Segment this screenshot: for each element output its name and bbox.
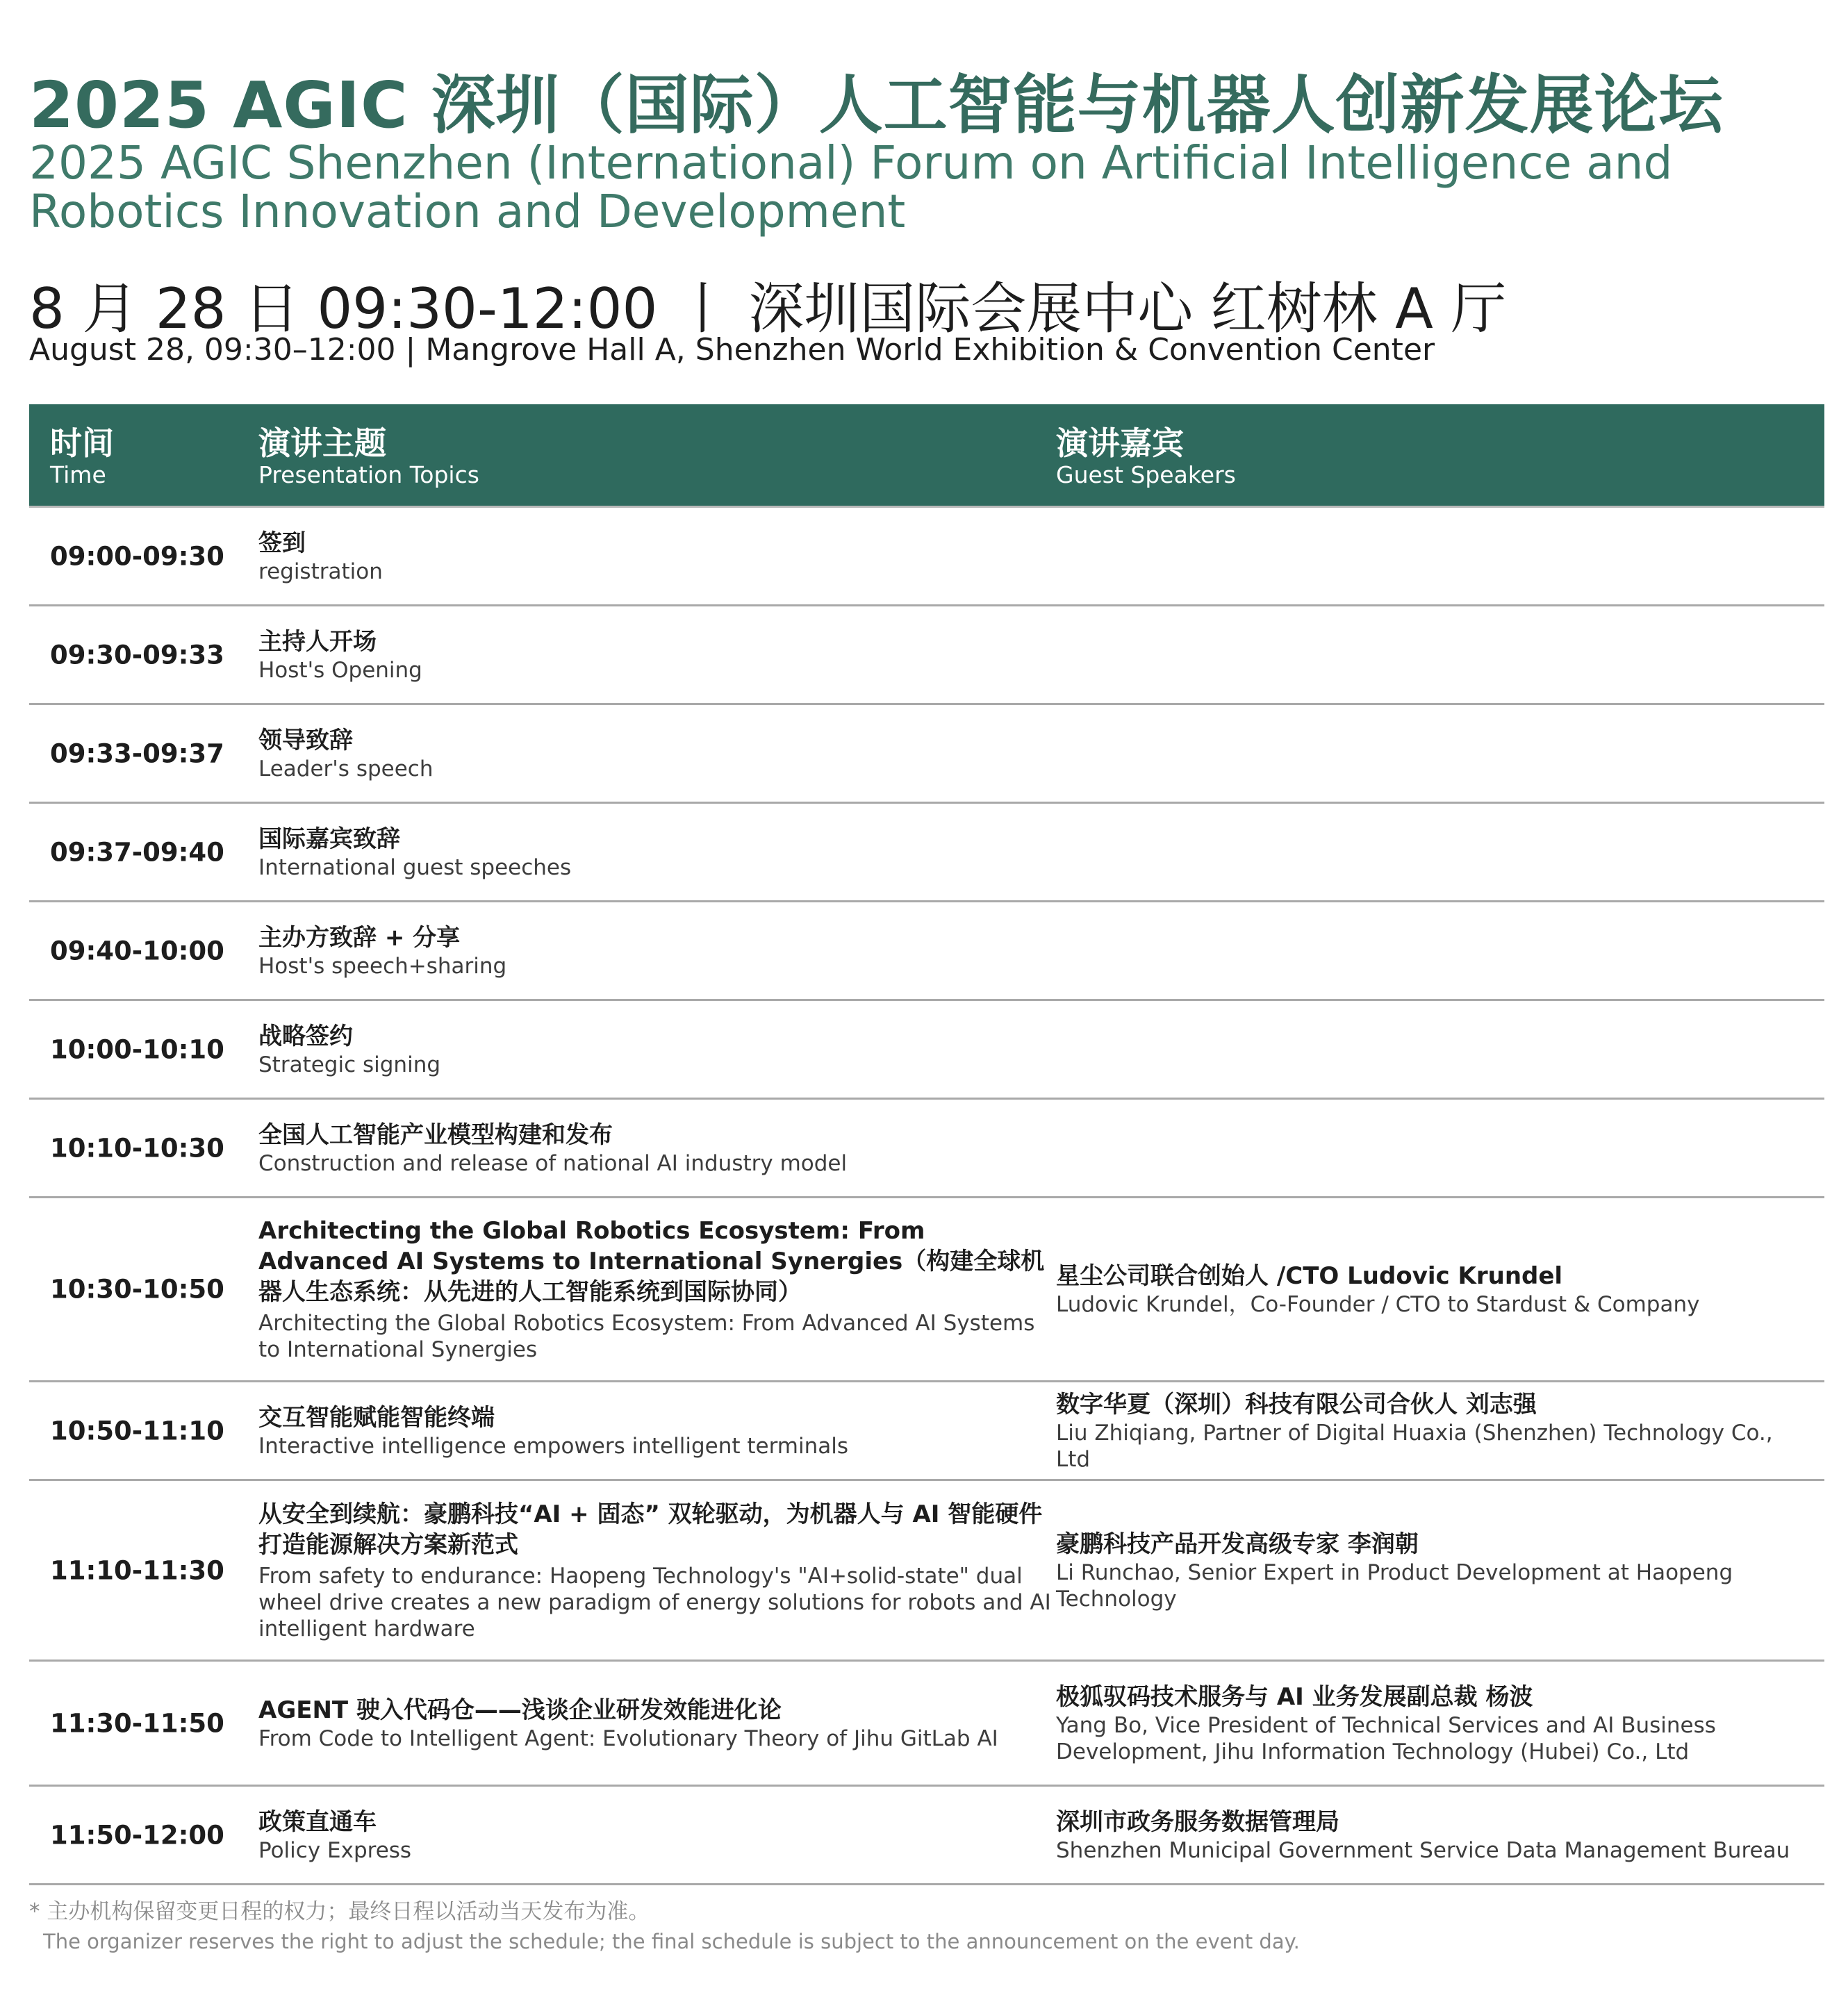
- table-row: [29, 1662, 1824, 1787]
- footnote-cn: * 主办机构保留变更日程的权力；最终日程以活动当天发布为准。: [29, 1899, 650, 1924]
- row-time: 11:50-12:00: [50, 1820, 224, 1850]
- header-speaker: [1056, 425, 1806, 489]
- topic-en: From Code to Intelligent Agent: Evolutionary Theory of Jihu GitLab AI: [258, 1726, 998, 1751]
- row-topic: [258, 725, 1057, 782]
- page-title-en: 2025 AGIC Shenzhen (International) Forum on Artificial Intelligence and Robotics Innovation and Development: [29, 136, 1673, 238]
- header-speaker-cn: 演讲嘉宾: [1056, 424, 1184, 462]
- table-row: [29, 606, 1824, 705]
- row-time: 09:40-10:00: [50, 936, 224, 966]
- header-topic-cn: 演讲主题: [258, 424, 386, 462]
- speaker-en: Yang Bo, Vice President of Technical Services and AI Business Development, Jihu Information Technology (Hubei) Co., Ltd: [1056, 1712, 1716, 1764]
- speaker-en: Liu Zhiqiang, Partner of Digital Huaxia (Shenzhen) Technology Co., Ltd: [1056, 1420, 1773, 1472]
- row-topic: [258, 1216, 1057, 1363]
- row-time: 10:10-10:30: [50, 1133, 224, 1163]
- topic-cn: 领导致辞: [258, 726, 353, 754]
- row-time: 10:00-10:10: [50, 1034, 224, 1064]
- row-topic: [258, 1120, 1057, 1177]
- topic-en: Host's Opening: [258, 657, 422, 683]
- topic-en: International guest speeches: [258, 854, 572, 880]
- table-row: [29, 902, 1824, 1001]
- table-row: [29, 705, 1824, 804]
- header-topic: [258, 425, 1050, 489]
- row-speaker: [1056, 1389, 1813, 1473]
- topic-cn: 战略签约: [258, 1022, 353, 1050]
- speaker-cn: 极狐驭码技术服务与 AI 业务发展副总裁 杨波: [1056, 1682, 1533, 1711]
- topic-cn: Architecting the Global Robotics Ecosystem: From Advanced AI Systems to International Synergies（构建全球机器人生态系统：从先进的人工智能系统到国际协同）: [258, 1217, 1045, 1306]
- topic-en: Leader's speech: [258, 756, 434, 781]
- topic-en: Construction and release of national AI industry model: [258, 1150, 848, 1176]
- speaker-cn: 深圳市政务服务数据管理局: [1056, 1807, 1339, 1836]
- row-time: 10:30-10:50: [50, 1274, 224, 1305]
- topic-cn: 全国人工智能产业模型构建和发布: [258, 1120, 613, 1149]
- row-time: 09:30-09:33: [50, 640, 224, 670]
- topic-cn: 交互智能赋能智能终端: [258, 1403, 495, 1432]
- row-time: 09:00-09:30: [50, 541, 224, 571]
- topic-cn: 主办方致辞 + 分享: [258, 923, 461, 952]
- header-time-en: Time: [50, 461, 106, 488]
- speaker-cn: 星尘公司联合创始人 /CTO Ludovic Krundel: [1056, 1262, 1563, 1290]
- topic-cn: 国际嘉宾致辞: [258, 825, 400, 853]
- header-speaker-en: Guest Speakers: [1056, 461, 1236, 488]
- topic-en: Host's speech+sharing: [258, 953, 507, 979]
- row-topic: [258, 922, 1057, 979]
- table-header: [29, 404, 1824, 508]
- row-time: 09:33-09:37: [50, 738, 224, 768]
- header-topic-en: Presentation Topics: [258, 461, 479, 488]
- event-date-venue-en: August 28, 09:30–12:00 | Mangrove Hall A, Shenzhen World Exhibition & Convention Center: [29, 332, 1435, 367]
- topic-en: registration: [258, 558, 383, 584]
- table-row: [29, 1198, 1824, 1382]
- topic-cn: 主持人开场: [258, 627, 377, 656]
- topic-cn: 从安全到续航：豪鹏科技“AI + 固态” 双轮驱动，为机器人与 AI 智能硬件打造能源解决方案新范式: [258, 1500, 1043, 1559]
- table-row: [29, 508, 1824, 606]
- topic-en: Strategic signing: [258, 1052, 441, 1077]
- row-topic: [258, 1695, 1057, 1752]
- table-row: [29, 1481, 1824, 1662]
- speaker-cn: 数字华夏（深圳）科技有限公司合伙人 刘志强: [1056, 1390, 1537, 1418]
- row-speaker: [1056, 1682, 1813, 1765]
- table-row: [29, 1382, 1824, 1481]
- header-time-cn: 时间: [50, 424, 114, 462]
- row-speaker: [1056, 1261, 1813, 1318]
- page-title-cn: 2025 AGIC 深圳（国际）人工智能与机器人创新发展论坛: [29, 68, 1724, 142]
- table-row: [29, 1787, 1824, 1885]
- row-topic: [258, 528, 1057, 585]
- header-time: [50, 425, 114, 489]
- topic-en: Interactive intelligence empowers intelligent terminals: [258, 1433, 849, 1459]
- speaker-en: Li Runchao, Senior Expert in Product Development at Haopeng Technology: [1056, 1559, 1733, 1612]
- schedule-table: [29, 404, 1824, 1885]
- row-time: 10:50-11:10: [50, 1416, 224, 1446]
- footnote-en: The organizer reserves the right to adjust the schedule; the final schedule is subject to the announcement on the event day.: [43, 1930, 1300, 1953]
- table-row: [29, 1001, 1824, 1100]
- topic-en: Policy Express: [258, 1837, 412, 1863]
- topic-cn: 政策直通车: [258, 1807, 377, 1836]
- row-topic: [258, 1807, 1057, 1864]
- event-date-venue-cn: 8 月 28 日 09:30-12:00 丨 深圳国际会展中心 红树林 A 厅: [29, 276, 1507, 341]
- table-row: [29, 804, 1824, 902]
- topic-en: From safety to endurance: Haopeng Technology's "AI+solid-state" dual wheel drive creates a new paradigm of energy solutions for robots and AI intelligent hardware: [258, 1563, 1051, 1641]
- row-speaker: [1056, 1807, 1813, 1864]
- row-topic: [258, 627, 1057, 684]
- row-time: 11:30-11:50: [50, 1708, 224, 1738]
- topic-cn: 签到: [258, 529, 306, 557]
- row-speaker: [1056, 1529, 1813, 1612]
- topic-cn: AGENT 驶入代码仓——浅谈企业研发效能进化论: [258, 1696, 782, 1724]
- row-time: 11:10-11:30: [50, 1555, 224, 1585]
- row-topic: [258, 824, 1057, 881]
- speaker-cn: 豪鹏科技产品开发高级专家 李润朝: [1056, 1530, 1419, 1558]
- speaker-en: Ludovic Krundel，Co-Founder / CTO to Stardust & Company: [1056, 1292, 1700, 1317]
- row-topic: [258, 1499, 1057, 1642]
- row-topic: [258, 1402, 1057, 1459]
- table-row: [29, 1100, 1824, 1198]
- footnote: [29, 1896, 1300, 1956]
- row-time: 09:37-09:40: [50, 837, 224, 867]
- speaker-en: Shenzhen Municipal Government Service Data Management Bureau: [1056, 1837, 1790, 1863]
- row-topic: [258, 1021, 1057, 1078]
- topic-en: Architecting the Global Robotics Ecosystem: From Advanced AI Systems to International Synergies: [258, 1311, 1035, 1362]
